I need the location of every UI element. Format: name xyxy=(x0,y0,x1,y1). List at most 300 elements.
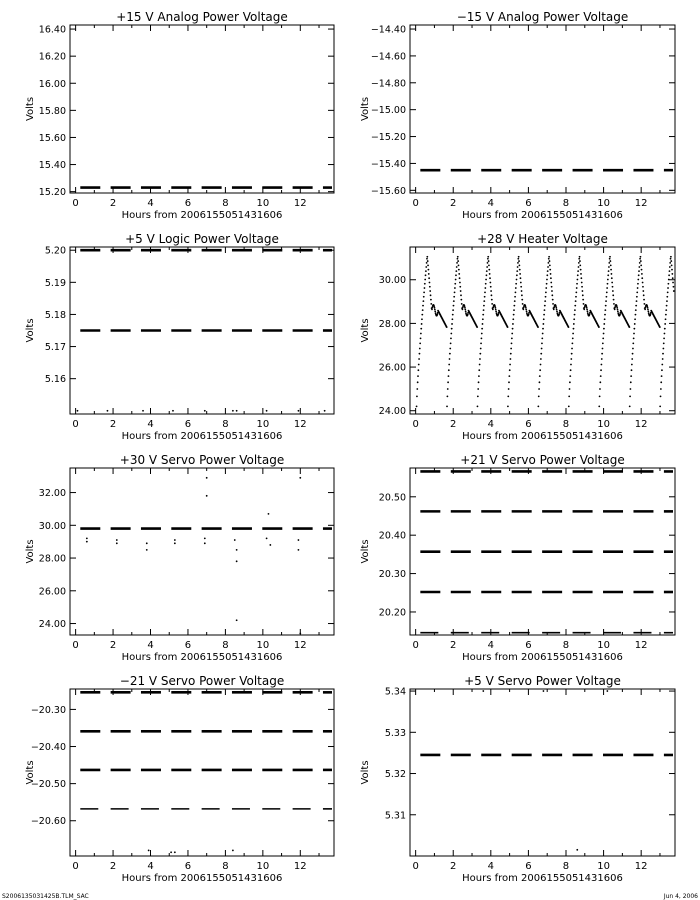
data-point xyxy=(543,314,545,316)
data-point xyxy=(477,388,479,390)
data-point xyxy=(512,328,514,330)
data-point xyxy=(586,307,588,309)
data-point xyxy=(204,538,206,540)
data-point xyxy=(667,283,669,285)
data-point xyxy=(429,290,431,292)
x-tick-label: 10 xyxy=(256,640,270,651)
data-point xyxy=(434,311,436,313)
data-point xyxy=(602,342,604,344)
data-point xyxy=(507,405,509,407)
data-point xyxy=(484,296,486,298)
data-point xyxy=(576,283,578,285)
chart-panel-6 xyxy=(360,453,675,663)
data-point xyxy=(543,318,545,320)
data-point xyxy=(568,326,570,328)
data-point xyxy=(672,282,674,284)
data-point xyxy=(146,542,148,544)
y-axis-label: Volts xyxy=(360,760,371,785)
data-point xyxy=(546,279,548,281)
data-point xyxy=(599,395,601,397)
data-point xyxy=(486,266,488,268)
data-point xyxy=(519,269,521,271)
data-point xyxy=(545,291,547,293)
data-point xyxy=(507,395,509,397)
data-point xyxy=(598,326,600,328)
data-point xyxy=(644,308,646,310)
data-point xyxy=(543,690,545,692)
data-point xyxy=(551,290,553,292)
x-tick-label: 10 xyxy=(256,198,270,209)
y-axis-label: Volts xyxy=(25,539,36,564)
data-point xyxy=(516,279,518,281)
data-point xyxy=(521,290,523,292)
data-point xyxy=(421,314,423,316)
data-point xyxy=(635,305,637,307)
data-point xyxy=(553,308,555,310)
data-point xyxy=(429,286,431,288)
y-axis-label: Volts xyxy=(25,96,36,122)
data-point xyxy=(572,338,574,340)
data-point xyxy=(546,274,548,276)
data-point xyxy=(573,318,575,320)
data-point xyxy=(448,369,450,371)
data-point xyxy=(449,348,451,350)
data-point xyxy=(510,353,512,355)
data-point xyxy=(491,303,493,305)
data-point xyxy=(610,269,612,271)
data-point xyxy=(603,323,605,325)
y-tick-label: −14.60 xyxy=(370,51,406,63)
x-tick-label: 0 xyxy=(72,419,79,430)
chart-title: −21 V Servo Power Voltage xyxy=(119,674,285,688)
x-tick-label: 12 xyxy=(293,419,307,430)
data-point xyxy=(606,291,608,293)
data-point xyxy=(541,338,543,340)
data-point xyxy=(582,294,584,296)
data-point xyxy=(643,294,645,296)
data-point xyxy=(485,283,487,285)
data-point xyxy=(427,269,429,271)
y-tick-label: 5.32 xyxy=(384,769,406,781)
data-point xyxy=(602,338,604,340)
data-point xyxy=(665,309,667,311)
data-point xyxy=(481,338,483,340)
data-point xyxy=(449,353,451,355)
data-point xyxy=(513,309,515,311)
data-point xyxy=(662,348,664,350)
y-tick-label: 5.31 xyxy=(384,810,406,822)
data-point xyxy=(454,291,456,293)
data-point xyxy=(427,264,429,266)
data-point xyxy=(448,364,450,366)
data-point xyxy=(453,296,455,298)
data-point xyxy=(521,294,523,296)
data-point xyxy=(580,269,582,271)
data-point xyxy=(665,318,667,320)
data-point xyxy=(582,290,584,292)
data-point xyxy=(430,303,432,305)
data-point xyxy=(459,286,461,288)
y-tick-label: 5.33 xyxy=(384,727,406,739)
data-point xyxy=(460,290,462,292)
data-point xyxy=(601,353,603,355)
data-point xyxy=(647,307,649,309)
data-point xyxy=(544,305,546,307)
data-point xyxy=(451,318,453,320)
data-point xyxy=(633,338,635,340)
data-point xyxy=(511,342,513,344)
data-point xyxy=(478,369,480,371)
data-point xyxy=(574,309,576,311)
y-tick-label: 24.00 xyxy=(38,619,66,631)
x-tick-label: 12 xyxy=(293,640,307,651)
data-point xyxy=(611,277,613,279)
data-point xyxy=(666,305,668,307)
data-point xyxy=(661,369,663,371)
data-point xyxy=(451,328,453,330)
x-tick-label: 12 xyxy=(634,419,648,430)
data-point xyxy=(418,364,420,366)
y-tick-label: −15.00 xyxy=(370,105,406,117)
x-axis-label: Hours from 2006155051431606 xyxy=(121,873,283,884)
x-tick-label: 6 xyxy=(184,419,192,430)
y-axis-label: Volts xyxy=(360,318,371,343)
data-point xyxy=(630,388,632,390)
data-point xyxy=(670,256,672,258)
chart-title: +28 V Heater Voltage xyxy=(477,232,608,246)
data-point xyxy=(488,264,490,266)
data-point xyxy=(422,300,424,302)
data-point xyxy=(457,258,459,260)
data-point xyxy=(610,264,612,266)
x-tick-label: 0 xyxy=(72,640,79,651)
data-point xyxy=(484,287,486,289)
y-tick-label: −20.50 xyxy=(30,779,66,791)
y-tick-label: 30.00 xyxy=(378,275,406,287)
x-tick-label: 10 xyxy=(256,419,270,430)
data-point xyxy=(425,266,427,268)
data-point xyxy=(298,410,300,412)
data-point xyxy=(552,303,554,305)
data-point xyxy=(667,287,669,289)
data-point xyxy=(174,851,176,853)
data-point xyxy=(456,262,458,264)
data-point xyxy=(461,303,463,305)
data-point xyxy=(601,358,603,360)
data-point xyxy=(453,300,455,302)
data-point xyxy=(636,296,638,298)
data-point xyxy=(612,286,614,288)
data-point xyxy=(633,333,635,335)
data-point xyxy=(507,326,509,328)
data-point xyxy=(467,313,469,315)
data-point xyxy=(417,381,419,383)
data-point xyxy=(575,296,577,298)
data-point xyxy=(578,258,580,260)
data-point xyxy=(573,323,575,325)
data-point xyxy=(298,539,300,541)
data-point xyxy=(606,296,608,298)
y-tick-label: −15.20 xyxy=(370,132,406,144)
x-tick-label: 10 xyxy=(597,198,610,209)
data-point xyxy=(430,299,432,301)
data-point xyxy=(489,277,491,279)
chart-title: +30 V Servo Power Voltage xyxy=(119,453,285,467)
data-point xyxy=(579,264,581,266)
y-tick-label: −20.60 xyxy=(30,816,66,828)
data-point xyxy=(581,286,583,288)
y-tick-label: 24.00 xyxy=(378,406,406,418)
x-tick-label: 6 xyxy=(184,861,192,872)
data-point xyxy=(664,328,666,330)
data-point xyxy=(236,549,238,551)
x-tick-label: 0 xyxy=(412,419,419,430)
data-point xyxy=(540,364,542,366)
chart-panel-7 xyxy=(25,674,334,884)
data-point xyxy=(582,299,584,301)
data-point xyxy=(616,307,618,309)
data-point xyxy=(487,256,489,258)
chart-panel-3 xyxy=(25,232,334,442)
y-tick-label: 28.00 xyxy=(38,553,66,565)
data-point xyxy=(508,381,510,383)
y-tick-label: 15.60 xyxy=(38,132,66,144)
data-point xyxy=(460,299,462,301)
data-point xyxy=(639,258,641,260)
data-point xyxy=(599,381,601,383)
data-point xyxy=(422,305,424,307)
data-point xyxy=(299,632,301,634)
data-point xyxy=(660,395,662,397)
data-point xyxy=(446,326,448,328)
x-tick-label: 6 xyxy=(184,198,192,209)
data-point xyxy=(452,309,454,311)
data-point xyxy=(514,300,516,302)
data-point xyxy=(528,313,530,315)
data-point xyxy=(604,314,606,316)
data-point xyxy=(589,313,591,315)
data-point xyxy=(633,328,635,330)
data-point xyxy=(642,286,644,288)
data-point xyxy=(482,323,484,325)
data-point xyxy=(539,381,541,383)
data-point xyxy=(598,405,600,407)
data-point xyxy=(481,333,483,335)
data-point xyxy=(236,560,238,562)
y-tick-label: −20.40 xyxy=(30,742,66,754)
data-point xyxy=(666,300,668,302)
data-point xyxy=(485,279,487,281)
data-point xyxy=(541,348,543,350)
data-point xyxy=(455,270,457,272)
data-point xyxy=(663,338,665,340)
data-point xyxy=(522,308,524,310)
data-point xyxy=(420,338,422,340)
x-tick-label: 2 xyxy=(450,861,457,872)
data-point xyxy=(450,342,452,344)
data-point xyxy=(607,279,609,281)
y-tick-label: 16.40 xyxy=(38,24,66,36)
data-point xyxy=(638,274,640,276)
data-point xyxy=(86,541,88,543)
data-point xyxy=(450,333,452,335)
data-point xyxy=(632,342,634,344)
x-tick-label: 0 xyxy=(72,198,79,209)
y-tick-label: −15.60 xyxy=(370,185,406,197)
data-point xyxy=(641,269,643,271)
data-point xyxy=(421,318,423,320)
plot-frame xyxy=(410,689,675,856)
data-point xyxy=(517,258,519,260)
data-point xyxy=(664,333,666,335)
y-tick-label: −15.40 xyxy=(370,158,406,170)
data-point xyxy=(636,291,638,293)
x-tick-label: 10 xyxy=(597,640,610,651)
data-point xyxy=(634,318,636,320)
data-point xyxy=(573,328,575,330)
x-tick-label: 2 xyxy=(450,640,457,651)
data-point xyxy=(583,303,585,305)
data-point xyxy=(551,294,553,296)
data-point xyxy=(426,258,428,260)
data-point xyxy=(568,405,570,407)
data-point xyxy=(600,369,602,371)
x-tick-label: 0 xyxy=(412,640,419,651)
data-point xyxy=(447,388,449,390)
data-point xyxy=(546,283,548,285)
data-point xyxy=(539,369,541,371)
data-point xyxy=(268,513,270,515)
data-point xyxy=(419,342,421,344)
data-point xyxy=(429,282,431,284)
x-tick-label: 8 xyxy=(562,419,570,430)
data-point xyxy=(509,369,511,371)
data-point xyxy=(479,353,481,355)
data-point xyxy=(519,273,521,275)
data-point xyxy=(423,291,425,293)
footer-file-label: S2006135031425B.TLM_SAC xyxy=(2,893,89,900)
data-point xyxy=(579,260,581,262)
data-point xyxy=(508,388,510,390)
data-point xyxy=(609,260,611,262)
data-point xyxy=(671,264,673,266)
data-point xyxy=(420,333,422,335)
data-point xyxy=(668,279,670,281)
data-point xyxy=(667,291,669,293)
data-point xyxy=(539,375,541,377)
data-point xyxy=(480,342,482,344)
data-point xyxy=(456,266,458,268)
x-tick-label: 6 xyxy=(525,198,532,209)
data-point xyxy=(206,495,208,497)
y-tick-label: −14.40 xyxy=(370,24,406,36)
data-point xyxy=(663,342,665,344)
data-point xyxy=(669,266,671,268)
data-point xyxy=(571,353,573,355)
data-point xyxy=(515,283,517,285)
data-point xyxy=(232,410,234,412)
data-point xyxy=(459,277,461,279)
data-point xyxy=(436,313,438,315)
data-point xyxy=(424,279,426,281)
chart-panel-8 xyxy=(360,674,675,884)
x-tick-label: 8 xyxy=(222,640,229,651)
x-axis-label: Hours from 2006155051431606 xyxy=(121,210,283,221)
x-tick-label: 10 xyxy=(597,419,610,430)
data-point xyxy=(446,395,448,397)
data-point xyxy=(544,300,546,302)
x-tick-label: 8 xyxy=(222,198,229,209)
data-point xyxy=(494,307,496,309)
data-point xyxy=(478,381,480,383)
x-tick-label: 4 xyxy=(487,640,495,651)
data-point xyxy=(629,405,631,407)
data-point xyxy=(513,305,515,307)
x-tick-label: 12 xyxy=(293,198,307,209)
data-point xyxy=(629,395,631,397)
y-axis-label: Volts xyxy=(360,96,371,122)
data-point xyxy=(433,305,435,307)
data-point xyxy=(457,256,459,258)
data-point xyxy=(478,375,480,377)
data-point xyxy=(510,358,512,360)
data-point xyxy=(608,266,610,268)
y-axis-label: Volts xyxy=(25,760,36,785)
data-point xyxy=(617,309,619,311)
y-tick-label: 30.00 xyxy=(38,520,66,532)
x-tick-label: 4 xyxy=(147,640,154,651)
data-point xyxy=(670,258,672,260)
y-tick-label: 15.40 xyxy=(38,160,66,172)
data-point xyxy=(488,269,490,271)
footer-date-label: Jun 4, 2006 xyxy=(663,893,698,900)
y-tick-label: 5.19 xyxy=(44,277,66,289)
data-point xyxy=(642,290,644,292)
data-point xyxy=(570,358,572,360)
data-point xyxy=(417,375,419,377)
chart-panel-2 xyxy=(360,10,675,221)
x-tick-label: 6 xyxy=(525,640,532,651)
data-point xyxy=(637,283,639,285)
data-point xyxy=(476,326,478,328)
y-tick-label: 5.34 xyxy=(384,686,406,698)
data-point xyxy=(418,358,420,360)
x-axis-label: Hours from 2006155051431606 xyxy=(121,431,283,442)
x-tick-label: 6 xyxy=(525,419,532,430)
data-point xyxy=(484,291,486,293)
data-point xyxy=(646,305,648,307)
data-point xyxy=(612,290,614,292)
data-point xyxy=(86,538,88,540)
y-tick-label: 15.20 xyxy=(38,187,66,199)
data-point xyxy=(605,300,607,302)
data-point xyxy=(575,300,577,302)
data-point xyxy=(542,323,544,325)
data-point xyxy=(585,305,587,307)
data-point xyxy=(660,381,662,383)
data-point xyxy=(489,282,491,284)
data-point xyxy=(515,291,517,293)
data-point xyxy=(518,260,520,262)
data-point xyxy=(489,273,491,275)
data-point xyxy=(424,283,426,285)
data-point xyxy=(457,260,459,262)
data-point xyxy=(479,364,481,366)
data-point xyxy=(495,311,497,313)
data-point xyxy=(422,309,424,311)
data-point xyxy=(417,369,419,371)
data-point xyxy=(521,299,523,301)
